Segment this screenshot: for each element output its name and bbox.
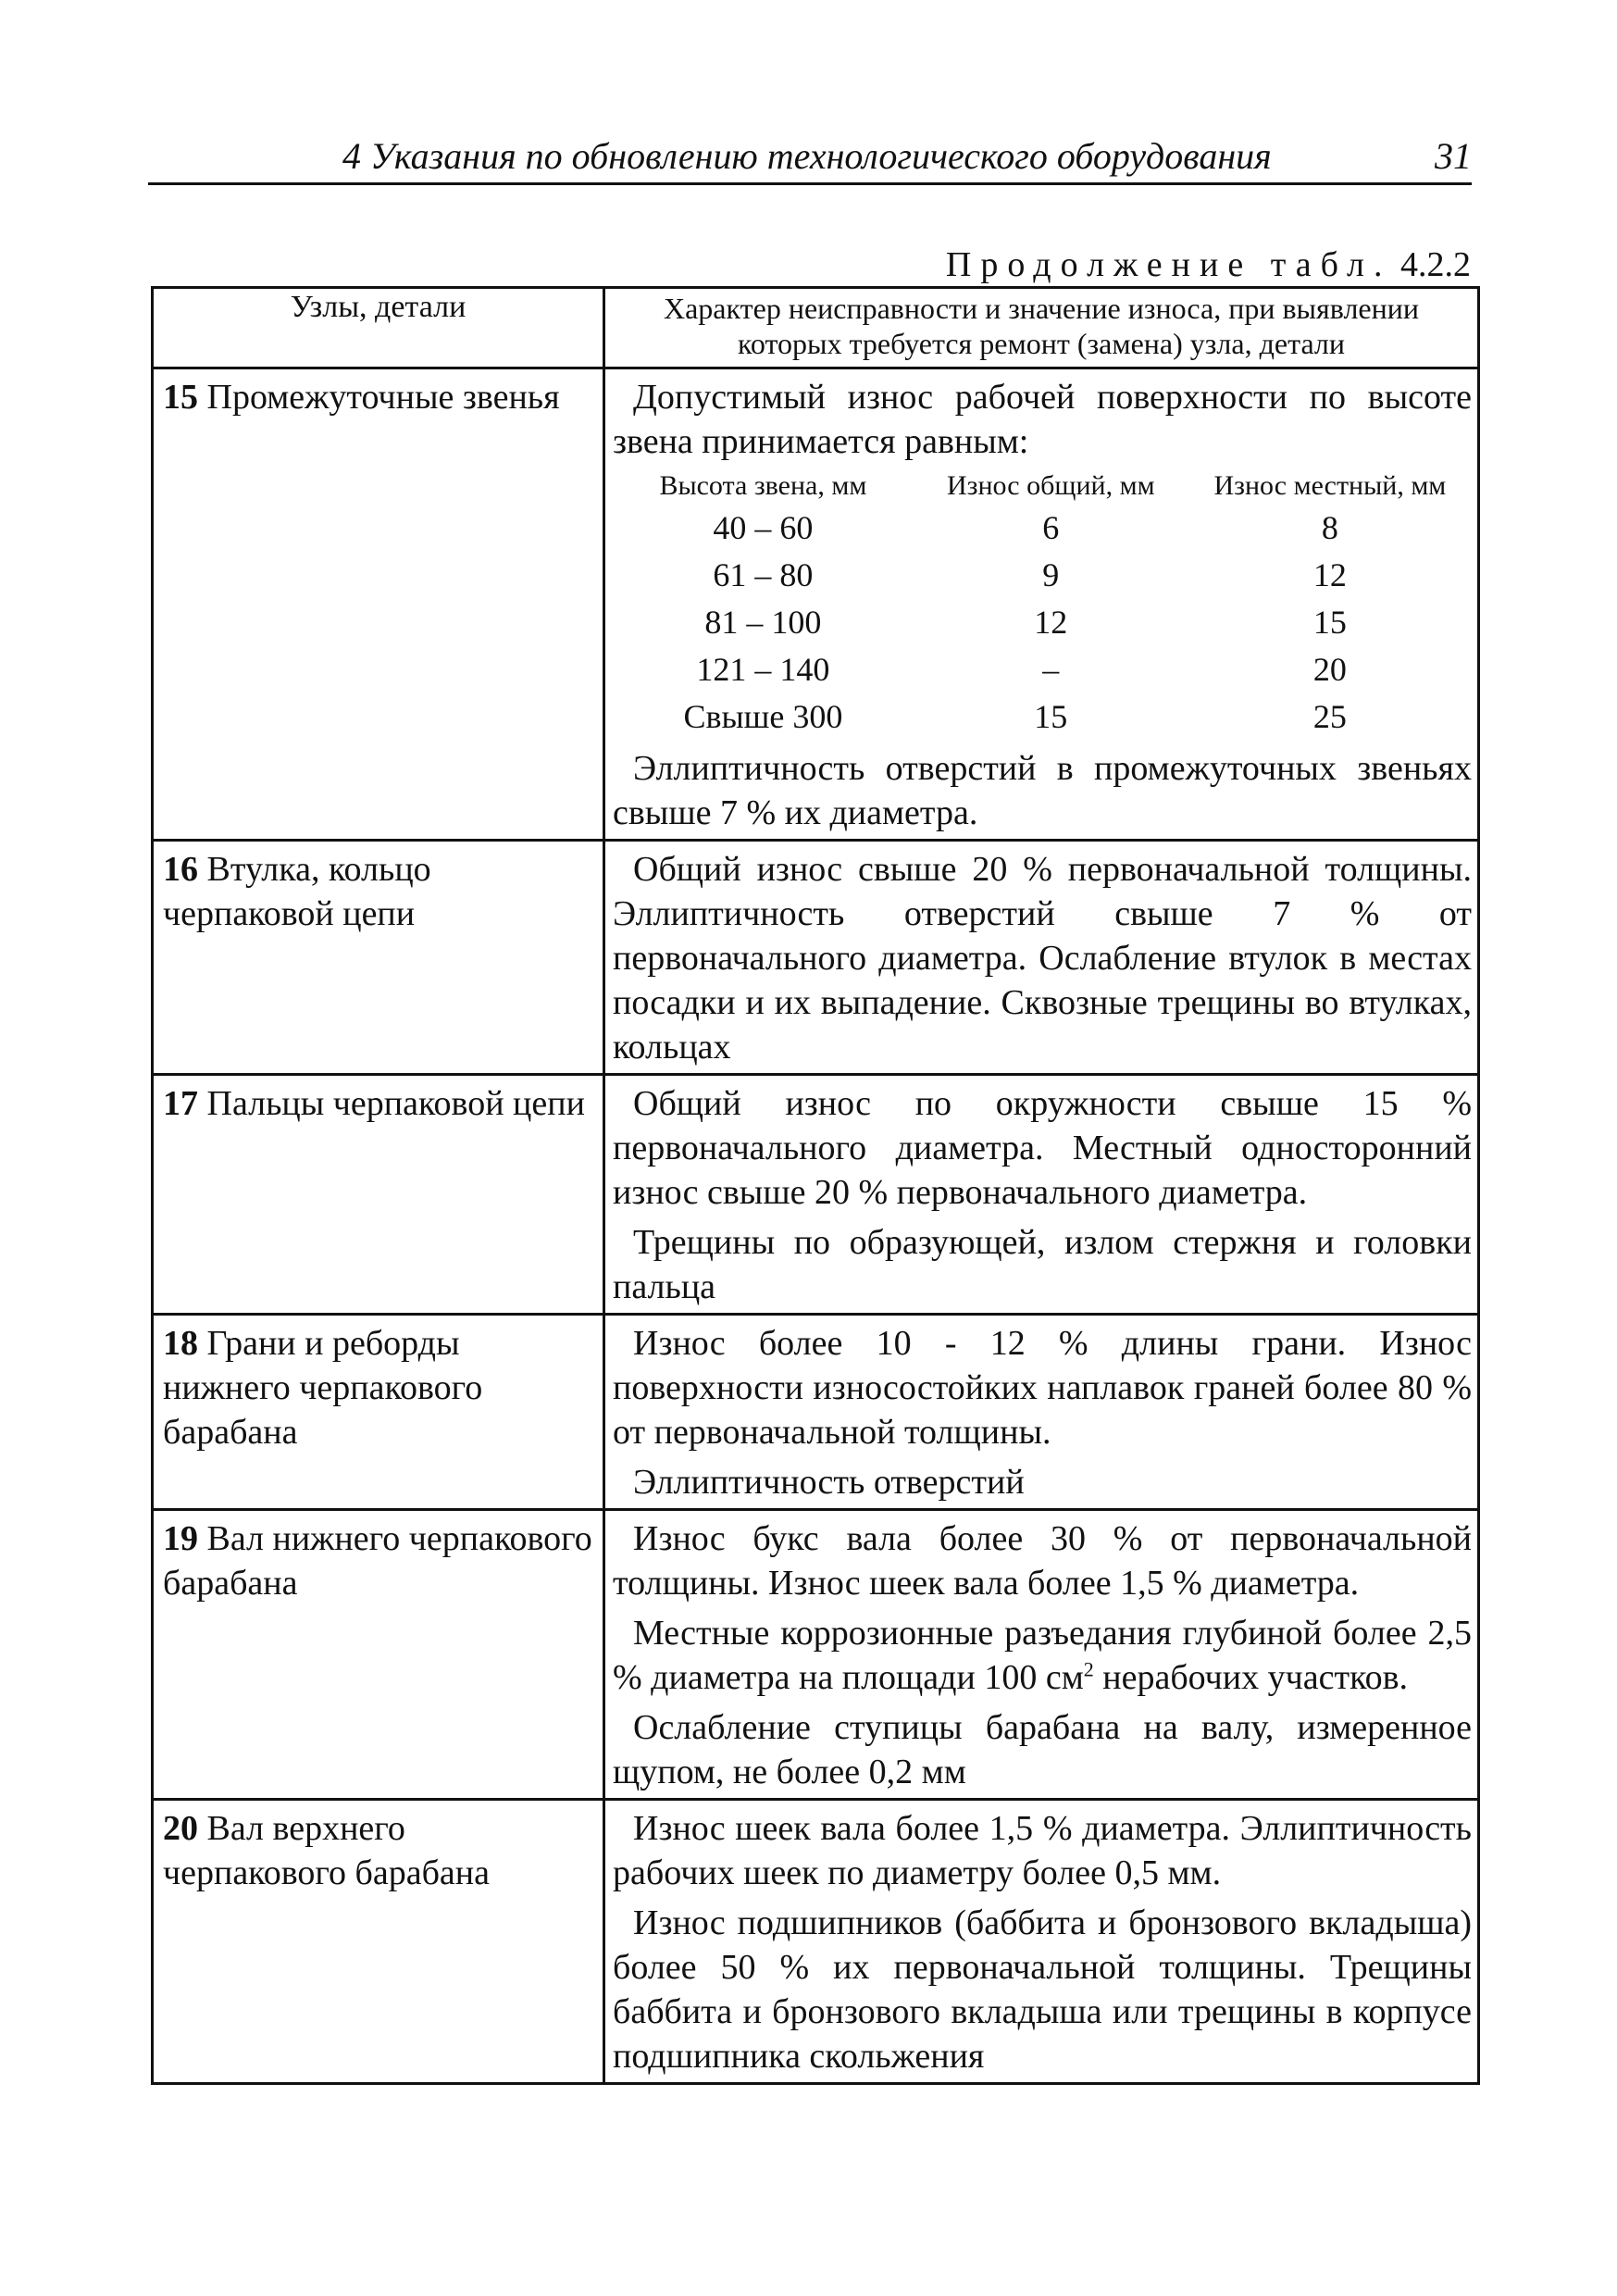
defect-text: Трещины по образующей, излом стержня и головки пальца — [613, 1223, 1472, 1306]
wear-height: 61 – 80 — [713, 556, 814, 593]
wear-local: 15 — [1312, 604, 1347, 641]
defect-cell — [604, 841, 1479, 1075]
defect-cell — [604, 1510, 1479, 1800]
wear-row — [613, 693, 1472, 741]
defect-text-part: Местные коррозионные разъедания глубиной более 2,5 % диаметра на площади 100 см — [613, 1614, 1472, 1697]
wear-total: – — [1042, 651, 1060, 688]
part-cell — [153, 1075, 604, 1315]
defect-text: Общий износ по окружности свыше 15 % первоначального диаметра. Местный односторонний износ свыше 20 % первоначального диаметра. — [613, 1084, 1472, 1212]
part-name: Вал верхнего черпакового барабана — [163, 1809, 491, 1892]
wear-local: 20 — [1312, 651, 1347, 688]
wear-header-total: Износ общий, мм — [946, 470, 1155, 501]
defect-text: Общий износ свыше 20 % первоначальной толщины. Эллиптичность отверстий свыше 7 % от первоначального диаметра. Ослабление втулок в местах посадки и их выпадение. Сквозные трещины во втулках, кольцах — [613, 850, 1472, 1067]
wear-local: 8 — [1321, 509, 1338, 546]
defect-text: Износ букс вала более 30 % от первоначальной толщины. Износ шеек вала более 1,5 % диаметра. — [613, 1519, 1472, 1603]
defect-text: Износ подшипников (баббита и бронзового вкладыша) более 50 % их первоначальной толщины. Трещины баббита и бронзового вкладыша или трещины в корпусе подшипника скольжения — [613, 1903, 1472, 2076]
defect-cell — [604, 1800, 1479, 2084]
defect-cell — [604, 1075, 1479, 1315]
part-cell — [153, 841, 604, 1075]
wear-row — [613, 646, 1472, 693]
part-number: 19 — [163, 1519, 198, 1558]
part-number: 18 — [163, 1324, 198, 1363]
wear-total: 15 — [1034, 698, 1068, 735]
table-row — [153, 368, 1479, 841]
wear-height: 81 – 100 — [704, 604, 822, 641]
part-cell — [153, 368, 604, 841]
wear-height: 121 – 140 — [696, 651, 830, 688]
wear-row — [613, 505, 1472, 552]
part-number: 15 — [163, 378, 198, 417]
table-continuation-label — [946, 244, 1471, 285]
wear-local: 12 — [1312, 556, 1347, 593]
defect-text: Допустимый износ рабочей поверхности по высоте звена принимается равным: — [613, 378, 1472, 461]
wear-table — [613, 468, 1472, 741]
wear-row — [613, 552, 1472, 599]
defect-cell — [604, 1315, 1479, 1510]
part-cell — [153, 1315, 604, 1510]
wear-header-local: Износ местный, мм — [1213, 470, 1447, 501]
table-row — [153, 1800, 1479, 2084]
table-row — [153, 1315, 1479, 1510]
table-number: 4.2.2 — [1400, 245, 1471, 284]
running-header — [148, 134, 1472, 185]
part-number: 17 — [163, 1084, 198, 1123]
part-cell — [153, 1510, 604, 1800]
part-name: Промежуточные звенья — [206, 378, 560, 417]
defect-text — [613, 1611, 1472, 1700]
defect-text: Износ более 10 - 12 % длины грани. Износ поверхности износостойких наплавок граней более 80 % от первоначальной толщины. — [613, 1324, 1472, 1452]
wear-height: Свыше 300 — [683, 698, 843, 735]
part-number: 20 — [163, 1809, 198, 1848]
wear-local: 25 — [1312, 698, 1347, 735]
table-row — [153, 1075, 1479, 1315]
part-cell — [153, 1800, 604, 2084]
wear-total: 12 — [1034, 604, 1068, 641]
wear-table-header — [613, 468, 1472, 505]
wear-row — [613, 599, 1472, 646]
superscript: 2 — [1083, 1657, 1094, 1681]
defect-text: Износ шеек вала более 1,5 % диаметра. Эллиптичность рабочих шеек по диаметру более 0,5 мм. — [613, 1809, 1472, 1892]
wear-total: 6 — [1042, 509, 1060, 546]
column-header-defects: Характер неисправности и значение износа, при выявлении которых требуется ремонт (замена) узла, детали — [604, 288, 1479, 368]
part-name: Втулка, кольцо черпаковой цепи — [163, 850, 431, 933]
table-row — [153, 1510, 1479, 1800]
part-name: Пальцы черпаковой цепи — [206, 1084, 585, 1123]
column-header-parts: Узлы, детали — [153, 288, 604, 368]
defect-text: Эллиптичность отверстий — [633, 1463, 1025, 1502]
wear-total: 9 — [1042, 556, 1060, 593]
defect-text: Ослабление ступицы барабана на валу, измеренное щупом, не более 0,2 мм — [613, 1708, 1472, 1791]
part-number: 16 — [163, 850, 198, 889]
defect-cell — [604, 368, 1479, 841]
page-number: 31 — [1435, 135, 1472, 177]
continuation-text: Продолжение табл. — [945, 245, 1392, 284]
wear-header-height: Высота звена, мм — [659, 470, 867, 501]
wear-height: 40 – 60 — [713, 509, 814, 546]
table-header-row — [153, 288, 1479, 368]
defects-table — [151, 286, 1480, 2085]
header-title: 4 Указания по обновлению технологического оборудования — [342, 135, 1272, 177]
defect-text: Эллиптичность отверстий в промежуточных звеньях свыше 7 % их диаметра. — [613, 749, 1472, 832]
table-row — [153, 841, 1479, 1075]
part-name: Грани и реборды нижнего черпакового барабана — [163, 1324, 483, 1452]
part-name: Вал нижнего черпакового барабана — [163, 1519, 592, 1603]
defect-text-part: нерабочих участков. — [1093, 1658, 1409, 1697]
